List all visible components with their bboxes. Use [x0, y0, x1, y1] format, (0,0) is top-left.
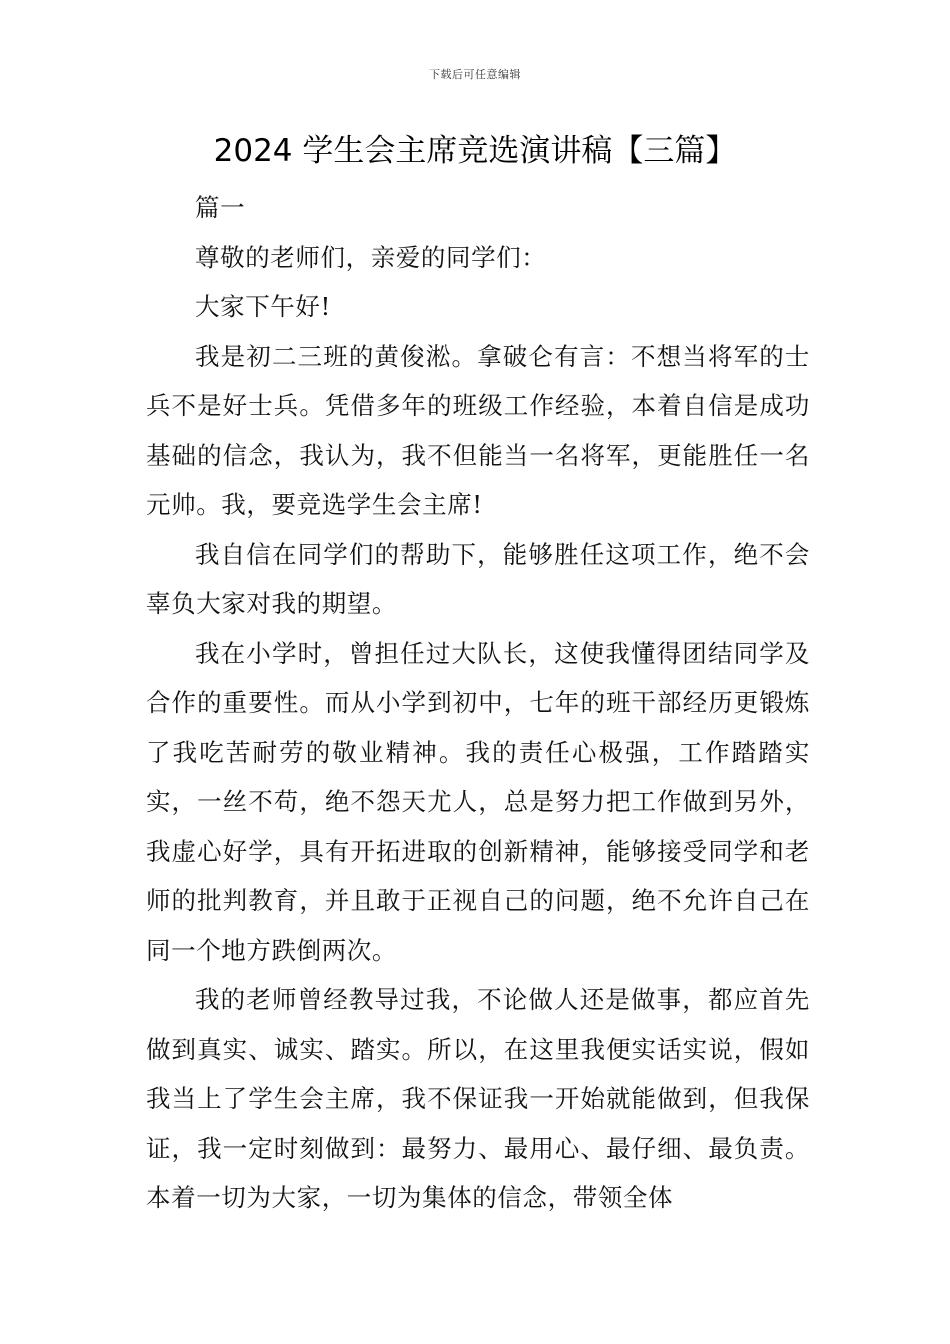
section-label: 篇一: [195, 193, 246, 222]
paragraph-salutation: 大家下午好!: [195, 292, 331, 321]
paragraph-experience: 我在小学时，曾担任过大队长，这使我懂得团结同学及合作的重要性。而从小学到初中，七年的班干部经历更锻炼了我吃苦耐劳的敬业精神。我的责任心极强，工作踏踏实实，一丝不苟，绝不怨天尤人，总是努力把工作做到另外，我虚心好学，具有开拓进取的创新精神，能够接受同学和老师的批判教育，并且敢于正视自己的问题，绝不允许自己在同一个地方跌倒两次。: [146, 638, 810, 965]
document-title: 2024 学生会主席竞选演讲稿【三篇】: [213, 133, 737, 169]
paragraph-greeting: 尊敬的老师们，亲爱的同学们：: [195, 242, 547, 272]
paragraph-promise: 我的老师曾经教导过我，不论做人还是做事，都应首先做到真实、诚实、踏实。所以，在这里我便实话实说，假如我当上了学生会主席，我不保证我一开始就能做到，但我保证，我一定时刻做到：最努力、最用心、最仔细、最负责。本着一切为大家，一切为集体的信念，带领全体: [146, 985, 810, 1212]
paragraph-confidence: 我自信在同学们的帮助下，能够胜任这项工作，绝不会辜负大家对我的期望。: [146, 539, 810, 618]
header-note: 下载后可任意编辑: [429, 68, 521, 81]
document-body: [146, 150, 810, 1223]
paragraph-introduction: 我是初二三班的黄俊淞。拿破仑有言：不想当将军的士兵不是好士兵。凭借多年的班级工作经验，本着自信是成功基础的信念，我认为，我不但能当一名将军，更能胜任一名元帅。我，要竞选学生会主席!: [146, 341, 810, 519]
